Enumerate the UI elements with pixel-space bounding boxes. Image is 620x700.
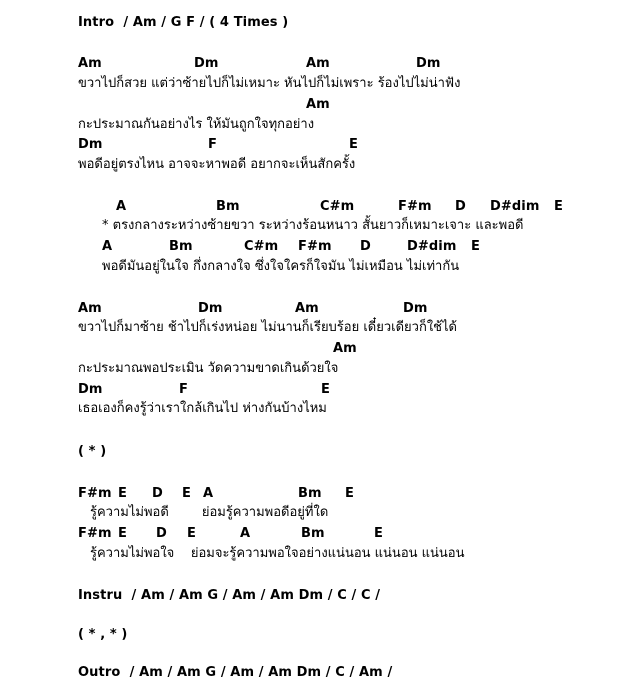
chord: D: [360, 239, 371, 254]
chord: A: [116, 199, 127, 214]
chord: A: [240, 526, 251, 541]
chord: E: [345, 486, 354, 501]
chord: F: [179, 382, 188, 397]
chord: Am: [78, 301, 102, 316]
lyric-line: ขวาไปก็สวย แต่ว่าซ้ายไปก็ไม่เหมาะ หันไปก็ไม่เพราะ ร้องไปไม่น่าฟัง: [78, 76, 461, 91]
chorus-repeat-marker: ( * ): [78, 444, 107, 459]
lyric-line: พอดีอยู่ตรงไหน อาจจะหาพอดี อยากจะเห็นสักครั้ง: [78, 157, 356, 172]
chord: E: [118, 526, 127, 541]
chord: Am: [295, 301, 319, 316]
chord: Bm: [216, 199, 240, 214]
chord: Dm: [194, 56, 219, 71]
lyric-line: กะประมาณกันอย่างไร ให้มันถูกใจทุกอย่าง: [78, 117, 315, 132]
chord: C#m: [244, 239, 279, 254]
chord: E: [554, 199, 563, 214]
lyric-line: กะประมาณพอประเมิน วัดความขาดเกินด้วยใจ: [78, 361, 339, 376]
chord: D: [156, 526, 167, 541]
double-chorus-marker: ( * , * ): [78, 627, 128, 642]
chord: A: [203, 486, 214, 501]
chord: F#m: [398, 199, 432, 214]
lyric-line: ขวาไปก็มาซ้าย ช้าไปก็เร่งหน่อย ไม่นานก็เรียบร้อย เดี๋ยวเดียวก็ใช้ได้: [78, 320, 457, 335]
chord: E: [182, 486, 191, 501]
chord: Dm: [78, 382, 103, 397]
chord: Am: [306, 56, 330, 71]
chord: Bm: [169, 239, 193, 254]
chord: F#m: [298, 239, 332, 254]
chord: E: [471, 239, 480, 254]
chord: E: [118, 486, 127, 501]
chord: Dm: [198, 301, 223, 316]
chord: Am: [78, 56, 102, 71]
chord: Dm: [403, 301, 428, 316]
chord: F#m: [78, 486, 112, 501]
outro-line: Outro / Am / Am G / Am / Am Dm / C / Am /: [78, 665, 393, 680]
chord: D: [455, 199, 466, 214]
chord: D#dim: [490, 199, 540, 214]
chord: Bm: [298, 486, 322, 501]
chord: E: [349, 137, 358, 152]
chord: F: [208, 137, 217, 152]
chord: Bm: [301, 526, 325, 541]
chord: D#dim: [407, 239, 457, 254]
chord: E: [187, 526, 196, 541]
chord: Dm: [416, 56, 441, 71]
chord: E: [374, 526, 383, 541]
lyric-line: รู้ความไม่พอใจ ย่อมจะรู้ความพอใจอย่างแน่นอน แน่นอน แน่นอน: [90, 546, 465, 561]
lyric-line: * ตรงกลางระหว่างซ้ายขวา ระหว่างร้อนหนาว สั้นยาวก็เหมาะเจาะ และพอดี: [102, 218, 524, 233]
intro-line: Intro / Am / G F / ( 4 Times ): [78, 15, 289, 30]
chord: Am: [333, 341, 357, 356]
chord: Dm: [78, 137, 103, 152]
lyric-line: เธอเองก็คงรู้ว่าเราใกล้เกินไป ห่างกันบ้างไหม: [78, 401, 327, 416]
chord: A: [102, 239, 113, 254]
chord: D: [152, 486, 163, 501]
chord: E: [321, 382, 330, 397]
lyric-line: รู้ความไม่พอดี ย่อมรู้ความพอดีอยู่ที่ใด: [90, 505, 329, 520]
chord: C#m: [320, 199, 355, 214]
instrumental-line: Instru / Am / Am G / Am / Am Dm / C / C /: [78, 588, 381, 603]
chord: Am: [306, 97, 330, 112]
lyric-line: พอดีมันอยู่ในใจ กึ่งกลางใจ ซึ่งใจใครก็ใจมัน ไม่เหมือน ไม่เท่ากัน: [102, 259, 460, 274]
chord: F#m: [78, 526, 112, 541]
